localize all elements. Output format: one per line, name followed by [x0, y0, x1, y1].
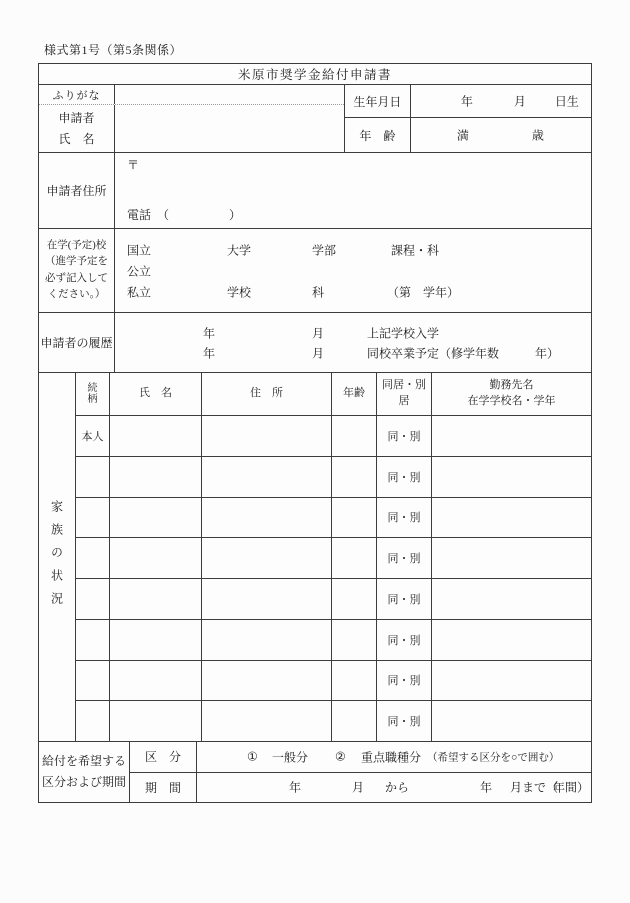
- address-cell: [202, 538, 332, 578]
- age-cell: [332, 661, 377, 701]
- entry-month-unit: 月: [312, 326, 325, 340]
- age-label: 年 齢: [345, 118, 411, 152]
- cohabitation-cell: 同・別: [377, 538, 432, 578]
- header-workplace: 勤務先名 在学学校名・学年: [467, 379, 556, 407]
- applicant-name-label-line2: 氏 名: [58, 131, 95, 146]
- category-circle-1: ①: [247, 749, 258, 764]
- relation-cell: 本人: [76, 416, 110, 456]
- workplace-cell: [432, 620, 591, 660]
- birthdate-year-unit: 年: [460, 94, 473, 109]
- period-total-suffix: 年間）: [553, 780, 590, 795]
- age-field: [411, 118, 591, 152]
- period-label: 期 間: [130, 773, 197, 803]
- header-name: 氏 名: [110, 373, 202, 415]
- family-status-section: [39, 372, 591, 741]
- graduation-month-unit: 月: [312, 346, 325, 360]
- header-cohabitation: 同居・別 居: [377, 373, 432, 415]
- address-cell: [202, 498, 332, 538]
- family-status-side-label: 家族の状況: [39, 373, 76, 741]
- relation-cell: [76, 457, 110, 497]
- category-options: [197, 742, 591, 772]
- name-cell: [110, 538, 202, 578]
- age-cell: [332, 620, 377, 660]
- address-cell: [202, 457, 332, 497]
- birthdate-month-unit: 月: [513, 94, 526, 109]
- name-cell: [110, 620, 202, 660]
- relation-cell: [76, 498, 110, 538]
- name-cell: [110, 498, 202, 538]
- age-cell: [332, 538, 377, 578]
- school-label-line3: 必ず記入して: [45, 272, 108, 284]
- furigana-field: [115, 85, 344, 104]
- university-unit: 大学: [227, 243, 252, 257]
- cohabitation-cell: 同・別: [377, 498, 432, 538]
- relation-cell: [76, 620, 110, 660]
- school-label-line2: （進学予定を: [45, 256, 108, 268]
- workplace-cell: [432, 579, 591, 619]
- furigana-label: ふりがな: [39, 85, 115, 104]
- applicant-name-section: [39, 84, 591, 152]
- period-from-year-unit: 年: [289, 780, 302, 795]
- workplace-cell: [432, 701, 591, 741]
- grade-unit: （第 学年）: [387, 285, 460, 299]
- school-label-line4: ください。）: [47, 288, 106, 300]
- school-type-national: 国立: [127, 243, 152, 257]
- age-cell: [332, 498, 377, 538]
- name-field: [115, 105, 344, 152]
- faculty-unit: 学部: [312, 243, 337, 257]
- history-label: 申請者の履歴: [39, 313, 115, 372]
- family-row: [76, 660, 591, 701]
- entry-text: 上記学校入学: [367, 326, 440, 340]
- cohabitation-cell: 同・別: [377, 457, 432, 497]
- school-type-public: 公立: [127, 264, 152, 278]
- family-row: [76, 497, 591, 538]
- period-kara: から: [385, 780, 410, 795]
- workplace-cell: [432, 498, 591, 538]
- age-suffix: 歳: [531, 128, 544, 143]
- workplace-cell: [432, 661, 591, 701]
- header-age: 年齢: [332, 373, 377, 415]
- age-cell: [332, 579, 377, 619]
- address-cell: [202, 416, 332, 456]
- school-section: [39, 228, 591, 312]
- cohabitation-cell: 同・別: [377, 416, 432, 456]
- category-option-2: 重点職種分: [361, 750, 422, 765]
- name-block: [39, 85, 344, 152]
- name-cell: [110, 661, 202, 701]
- graduation-text: 同校卒業予定（修学年数 年）: [367, 346, 560, 360]
- period-row: [130, 772, 591, 803]
- age-prefix: 満: [456, 128, 469, 143]
- category-option-1: 一般分: [272, 750, 309, 765]
- workplace-cell: [432, 457, 591, 497]
- school-field: [115, 229, 591, 312]
- birthdate-field: [411, 85, 591, 117]
- header-address: 住 所: [202, 373, 332, 415]
- family-row: [76, 537, 591, 578]
- period-to-year-unit: 年: [480, 780, 493, 795]
- family-row: [76, 415, 591, 456]
- relation-cell: [76, 701, 110, 741]
- address-cell: [202, 579, 332, 619]
- cohabitation-cell: 同・別: [377, 661, 432, 701]
- family-table-header: [76, 373, 591, 415]
- birthdate-day-unit: 日生: [554, 94, 579, 109]
- family-row: [76, 700, 591, 741]
- graduation-year-unit: 年: [203, 346, 216, 360]
- history-section: [39, 312, 591, 372]
- history-field: [115, 313, 591, 372]
- applicant-name-label: [39, 105, 115, 152]
- family-row: [76, 578, 591, 619]
- department-unit: 科: [312, 285, 325, 299]
- address-label: 申請者住所: [39, 153, 115, 228]
- cohabitation-cell: 同・別: [377, 579, 432, 619]
- address-section: [39, 152, 591, 228]
- school-unit: 学校: [227, 285, 252, 299]
- address-cell: [202, 701, 332, 741]
- age-cell: [332, 416, 377, 456]
- address-cell: [202, 661, 332, 701]
- period-from-month-unit: 月: [352, 780, 365, 795]
- school-type-private: 私立: [127, 285, 152, 299]
- course-unit: 課程・科: [391, 243, 440, 257]
- entry-year-unit: 年: [203, 326, 216, 340]
- name-cell: [110, 416, 202, 456]
- birthdate-label: 生年月日: [345, 85, 411, 117]
- name-cell: [110, 579, 202, 619]
- category-note: （希望する区分を○で囲む）: [427, 752, 560, 764]
- period-to-month-unit: 月まで（: [510, 780, 559, 795]
- form-title: 米原市奨学金給付申請書: [237, 68, 392, 82]
- family-row: [76, 619, 591, 660]
- grant-section: [39, 741, 591, 802]
- birth-age-block: [344, 85, 591, 152]
- school-label-line1: 在学(予定)校: [46, 239, 107, 251]
- grant-section-label: 給付を希望する 区分および期間: [39, 742, 130, 802]
- name-cell: [110, 457, 202, 497]
- relation-cell: [76, 579, 110, 619]
- age-cell: [332, 457, 377, 497]
- address-cell: [202, 620, 332, 660]
- school-label: [39, 229, 115, 312]
- family-row: [76, 456, 591, 497]
- relation-cell: [76, 661, 110, 701]
- workplace-cell: [432, 416, 591, 456]
- age-cell: [332, 701, 377, 741]
- category-circle-2: ②: [335, 749, 346, 764]
- address-field: [115, 153, 591, 228]
- application-form: [38, 63, 592, 803]
- form-number: 様式第1号（第5条関係）: [44, 43, 183, 57]
- relation-cell: [76, 538, 110, 578]
- postal-mark: 〒: [127, 158, 140, 172]
- period-field: [197, 773, 591, 803]
- cohabitation-cell: 同・別: [377, 620, 432, 660]
- name-cell: [110, 701, 202, 741]
- family-table: [76, 373, 591, 741]
- phone-label: 電話 （ ）: [127, 208, 242, 222]
- applicant-name-label-line1: 申請者: [58, 111, 95, 126]
- category-row: [130, 742, 591, 772]
- category-label: 区 分: [130, 742, 197, 772]
- cohabitation-cell: 同・別: [377, 701, 432, 741]
- header-relation: 続 柄: [76, 373, 110, 415]
- workplace-cell: [432, 538, 591, 578]
